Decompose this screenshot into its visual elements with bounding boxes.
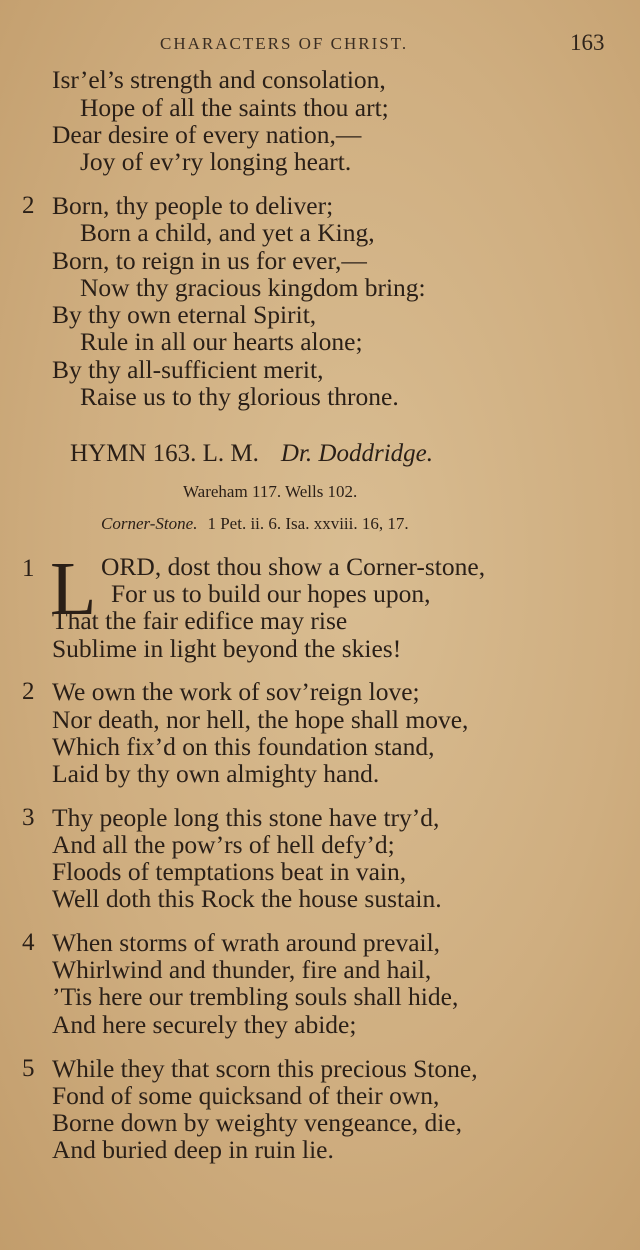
verse-line: ORD, dost thou show a Corner-stone, [101, 552, 486, 581]
verse-line: Whirlwind and thunder, fire and hail, [52, 955, 432, 984]
scripture-reference: 1 Pet. ii. 6. Isa. xxviii. 16, 17. [207, 514, 409, 533]
verse-line: By thy all-sufficient merit, [52, 355, 324, 384]
stanza-number: 4 [22, 929, 35, 956]
verse-line: Thy people long this stone have try’d, [52, 803, 440, 832]
verse-line: Hope of all the saints thou art; [80, 93, 389, 122]
hymn-tunes: Wareham 117. Wells 102. [183, 482, 358, 501]
verse-line: Joy of ev’ry longing heart. [80, 147, 352, 176]
verse-line: Borne down by weighty vengeance, die, [52, 1108, 463, 1137]
verse-line: Now thy gracious kingdom bring: [80, 273, 426, 302]
verse-line: While they that scorn this precious Stone, [52, 1054, 478, 1083]
verse-line: Which fix’d on this foundation stand, [52, 732, 435, 761]
verse-line: And all the pow’rs of hell defy’d; [52, 830, 395, 859]
verse-line: Born, to reign in us for ever,— [52, 246, 367, 275]
hymn-subject: Corner-Stone. [101, 514, 198, 533]
verse-line: We own the work of sov’reign love; [52, 677, 420, 706]
verse-line: ’Tis here our trembling souls shall hide, [52, 982, 459, 1011]
stanza-number: 2 [22, 678, 35, 705]
verse-line: Raise us to thy glorious throne. [80, 382, 399, 411]
verse-line: Born a child, and yet a King, [80, 218, 375, 247]
drop-cap: L [50, 547, 97, 631]
verse-line: Sublime in light beyond the skies! [52, 634, 402, 663]
verse-line: Nor death, nor hell, the hope shall move, [52, 705, 469, 734]
verse-line: And here securely they abide; [52, 1010, 357, 1039]
verse-line: Rule in all our hearts alone; [80, 327, 363, 356]
verse-line: Laid by thy own almighty hand. [52, 759, 380, 788]
verse-line: When storms of wrath around prevail, [52, 928, 441, 957]
verse-line: Isr’el’s strength and consolation, [52, 65, 386, 94]
stanza-number: 5 [22, 1055, 35, 1082]
verse-line: For us to build our hopes upon, [111, 579, 431, 608]
stanza-number: 3 [22, 804, 35, 831]
hymn-number-meter: HYMN 163. L. M. [70, 440, 259, 467]
hymn-title [70, 440, 433, 468]
verse-line: Well doth this Rock the house sustain. [52, 884, 442, 913]
running-head: CHARACTERS OF CHRIST. [160, 34, 409, 53]
verse-line: By thy own eternal Spirit, [52, 300, 317, 329]
verse-line: Born, thy people to deliver; [52, 191, 334, 220]
hymn-scripture-line [101, 514, 409, 534]
verse-line: Dear desire of every nation,— [52, 120, 362, 149]
verse-line: Fond of some quicksand of their own, [52, 1081, 440, 1110]
stanza-number: 2 [22, 192, 35, 219]
stanza-number: 1 [22, 555, 35, 582]
verse-line: That the fair edifice may rise [52, 606, 348, 635]
verse-line: Floods of temptations beat in vain, [52, 857, 407, 886]
page-number: 163 [570, 30, 605, 55]
hymn-author: Dr. Doddridge. [280, 440, 433, 467]
verse-line: And buried deep in ruin lie. [52, 1135, 334, 1164]
